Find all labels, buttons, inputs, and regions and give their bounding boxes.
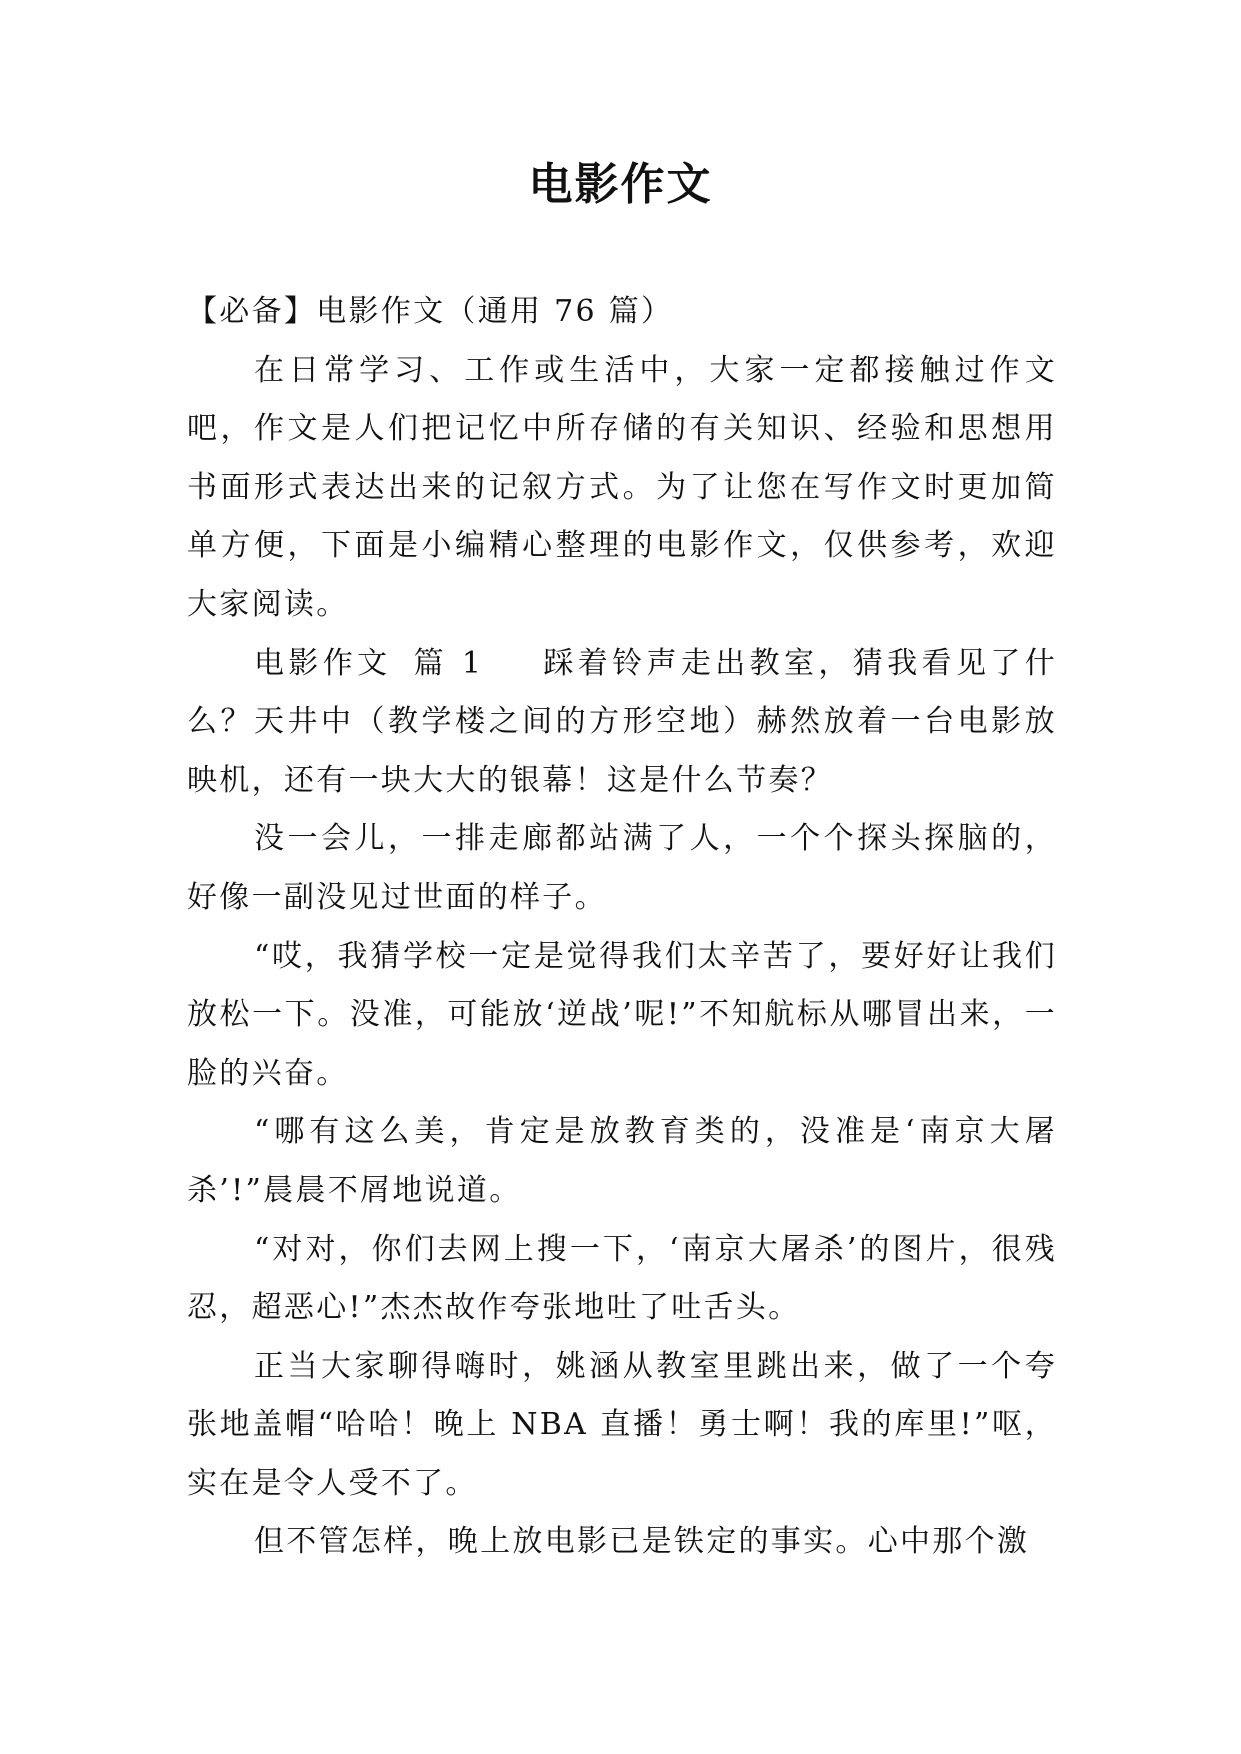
document-title: 电影作文 [528,159,713,210]
body-paragraph: 但不管怎样，晚上放电影已是铁定的事实。心中那个激 [254,1524,1030,1560]
body-paragraph: 正当大家聊得嗨时，姚涵从教室里跳出来，做了一个夸张地盖帽“哈哈！晚上 NBA 直播！勇士啊！我的库里!”呕，实在是令人受不了。 [187,1348,1057,1501]
body-paragraph: “对对，你们去网上搜一下，‘南京大屠杀’的图片，很残忍，超恶心!”杰杰故作夸张地吐了吐舌头。 [187,1231,1057,1326]
body-paragraph: 没一会儿，一排走廊都站满了人，一个个探头探脑的，好像一副没见过世面的样子。 [187,821,1057,915]
body-paragraph: “哎，我猜学校一定是觉得我们太辛苦了，要好好让我们放松一下。没准，可能放‘逆战’呢!”不知航标从哪冒出来，一脸的兴奋。 [187,938,1057,1091]
section-1-heading-title: 电影作文 [254,645,392,681]
document-subtitle: 【必备】电影作文（通用 76 篇） [187,294,674,329]
intro-paragraph: 在日常学习、工作或生活中，大家一定都接触过作文吧，作文是人们把记忆中所存储的有关知识、经验和思想用书面形式表达出来的记叙方式。为了让您在写作文时更加简单方便，下面是小编精心整理的电影作文，仅供参考，欢迎大家阅读。 [187,352,1057,622]
document-body [187,283,1057,1572]
section-1-text: 踩着铃声走出教室，猜我看见了什么？天井中（教学楼之间的方形空地）赫然放着一台电影放映机，还有一块大大的银幕！这是什么节奏？ [187,645,1058,798]
body-paragraph: “哪有这么美，肯定是放教育类的，没准是‘南京大屠杀’!”晨晨不屑地说道。 [187,1114,1057,1208]
section-1-heading-number: 篇 1 [411,645,484,681]
section-1-paragraph [187,635,1057,811]
